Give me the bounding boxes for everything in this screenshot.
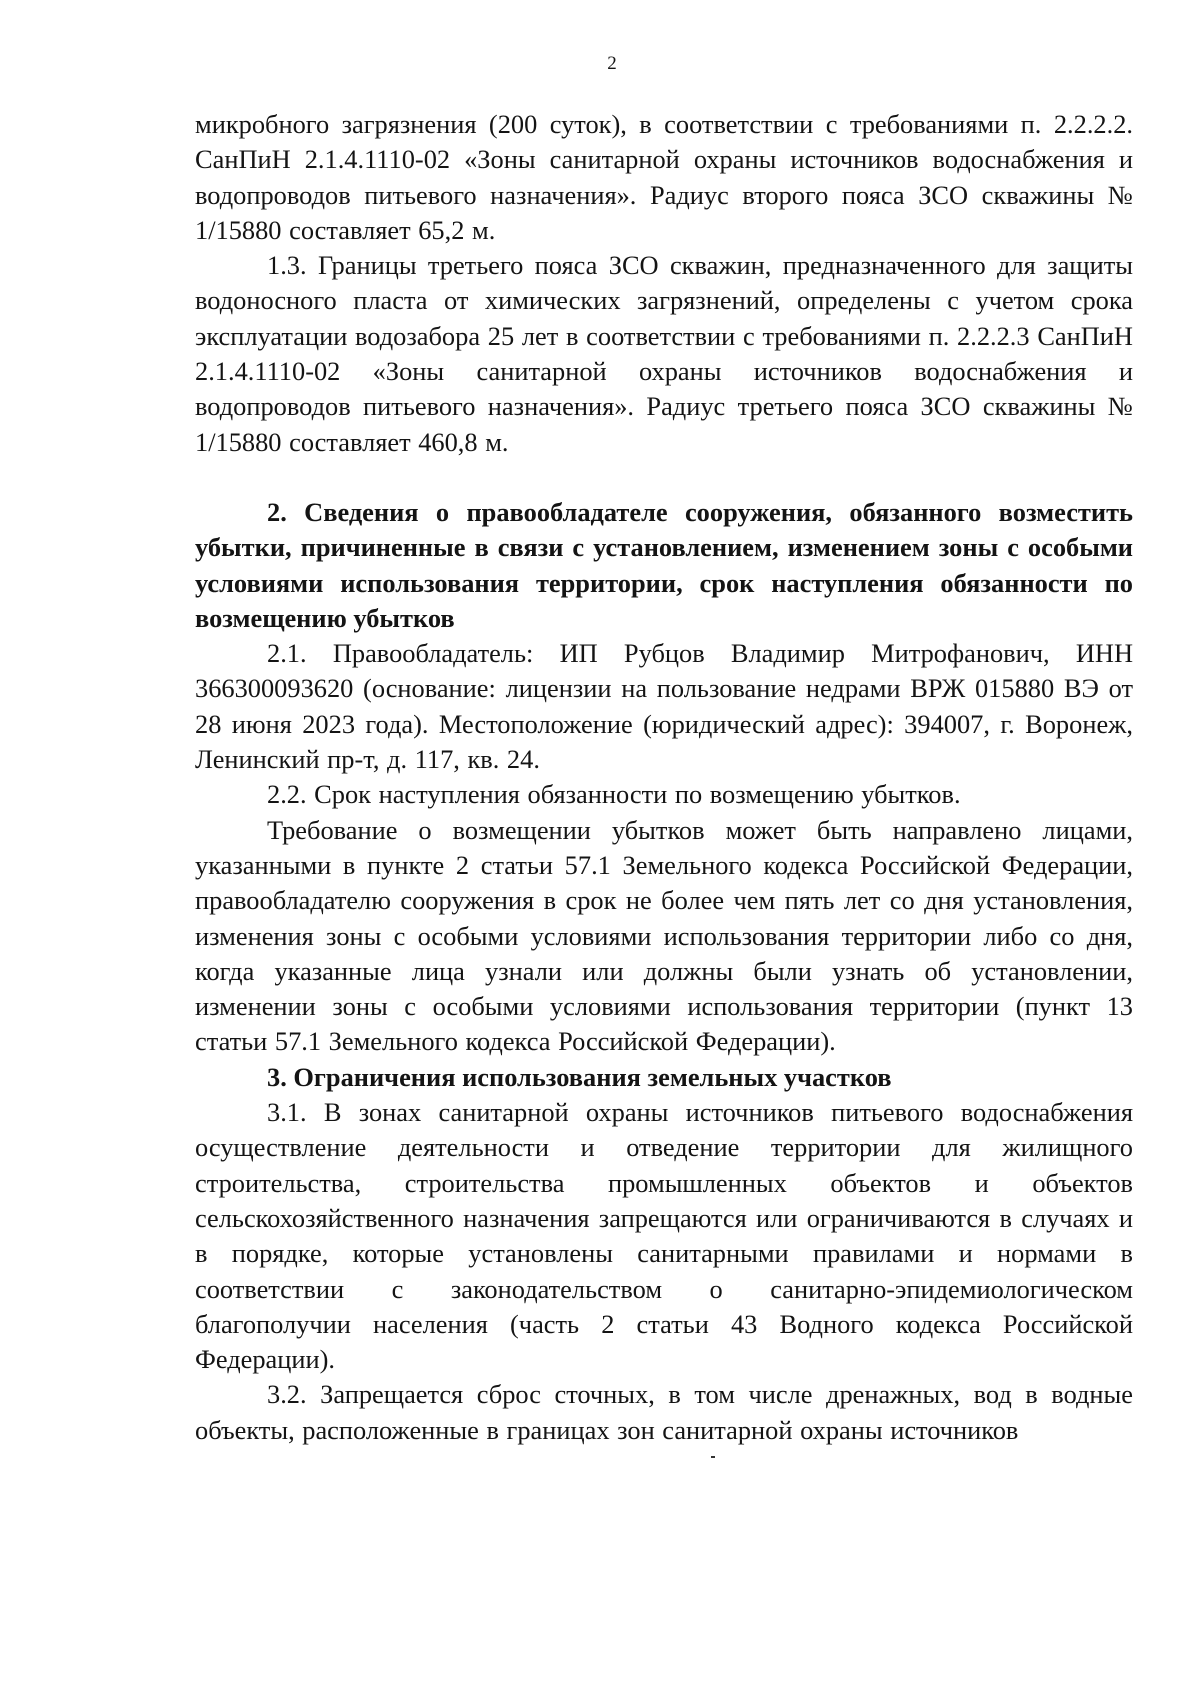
paragraph-1: микробного загрязнения (200 суток), в соответствии с требованиями п. 2.2.2.2. СанПиН 2.1.4.1110-02 «Зоны санитарной охраны источников водоснабжения и водопроводов питьевого назначения». Радиус второго пояса ЗСО скважины № 1/15880 составляет 65,2 м. — [195, 109, 1133, 245]
section-3-heading: 3. Ограничения использования земельных участков — [267, 1061, 892, 1092]
paragraph-1-3: 1.3. Границы третьего пояса ЗСО скважин, предназначенного для защиты водоносного пласта от химических загрязнений, определены с учетом срока эксплуатации водозабора 25 лет в соответствии с требованиями п. 2.2.2.3 СанПиН 2.1.4.1110-02 «Зоны санитарной охраны источников водоснабжения и водопроводов питьевого назначения». Радиус третьего пояса ЗСО скважины № 1/15880 составляет 460,8 м. — [195, 250, 1133, 457]
section-2-heading: 2. Сведения о правообладателе сооружения, обязанного возместить убытки, причиненные в связи с установлением, изменением зоны с особыми условиями использования территории, срок наступления обязанности по возмещению убытков — [195, 496, 1133, 633]
paragraph-2-2: 2.2. Срок наступления обязанности по возмещению убытков. — [267, 779, 961, 810]
page-number: 2 — [607, 53, 617, 74]
section-gap — [195, 460, 1133, 495]
paragraph-3-2: 3.2. Запрещается сброс сточных, в том числе дренажных, вод в водные объекты, расположенные в границах зон санитарной охраны источников — [195, 1379, 1133, 1445]
scan-speck — [711, 1456, 715, 1458]
document-body — [195, 107, 1133, 1448]
paragraph-claim: Требование о возмещении убытков может быть направлено лицами, указанными в пункте 2 статьи 57.1 Земельного кодекса Российской Федерации, правообладателю сооружения в срок не более чем пять лет со дня установления, изменения зоны с особыми условиями использования территории либо со дня, когда указанные лица узнали или должны были узнать об установлении, изменении зоны с особыми условиями использования территории (пункт 13 статьи 57.1 Земельного кодекса Российской Федерации). — [195, 814, 1133, 1057]
paragraph-2-1: 2.1. Правообладатель: ИП Рубцов Владимир Митрофанович, ИНН 366300093620 (основание: лицензии на пользование недрами ВРЖ 015880 ВЭ от 28 июня 2023 года). Местоположение (юридический адрес): 394007, г. Воронеж, Ленинский пр-т, д. 117, кв. 24. — [195, 638, 1133, 775]
paragraph-3-1: 3.1. В зонах санитарной охраны источников питьевого водоснабжения осуществление деятельности и отведение территории для жилищного строительства, строительства промышленных объектов и объектов сельскохозяйственного назначения запрещаются или ограничиваются в случаях и в порядке, которые установлены санитарными правилами и нормами в соответствии с законодательством о санитарно-эпидемиологическом благополучии населения (часть 2 статьи 43 Водного кодекса Российской Федерации). — [195, 1097, 1133, 1375]
